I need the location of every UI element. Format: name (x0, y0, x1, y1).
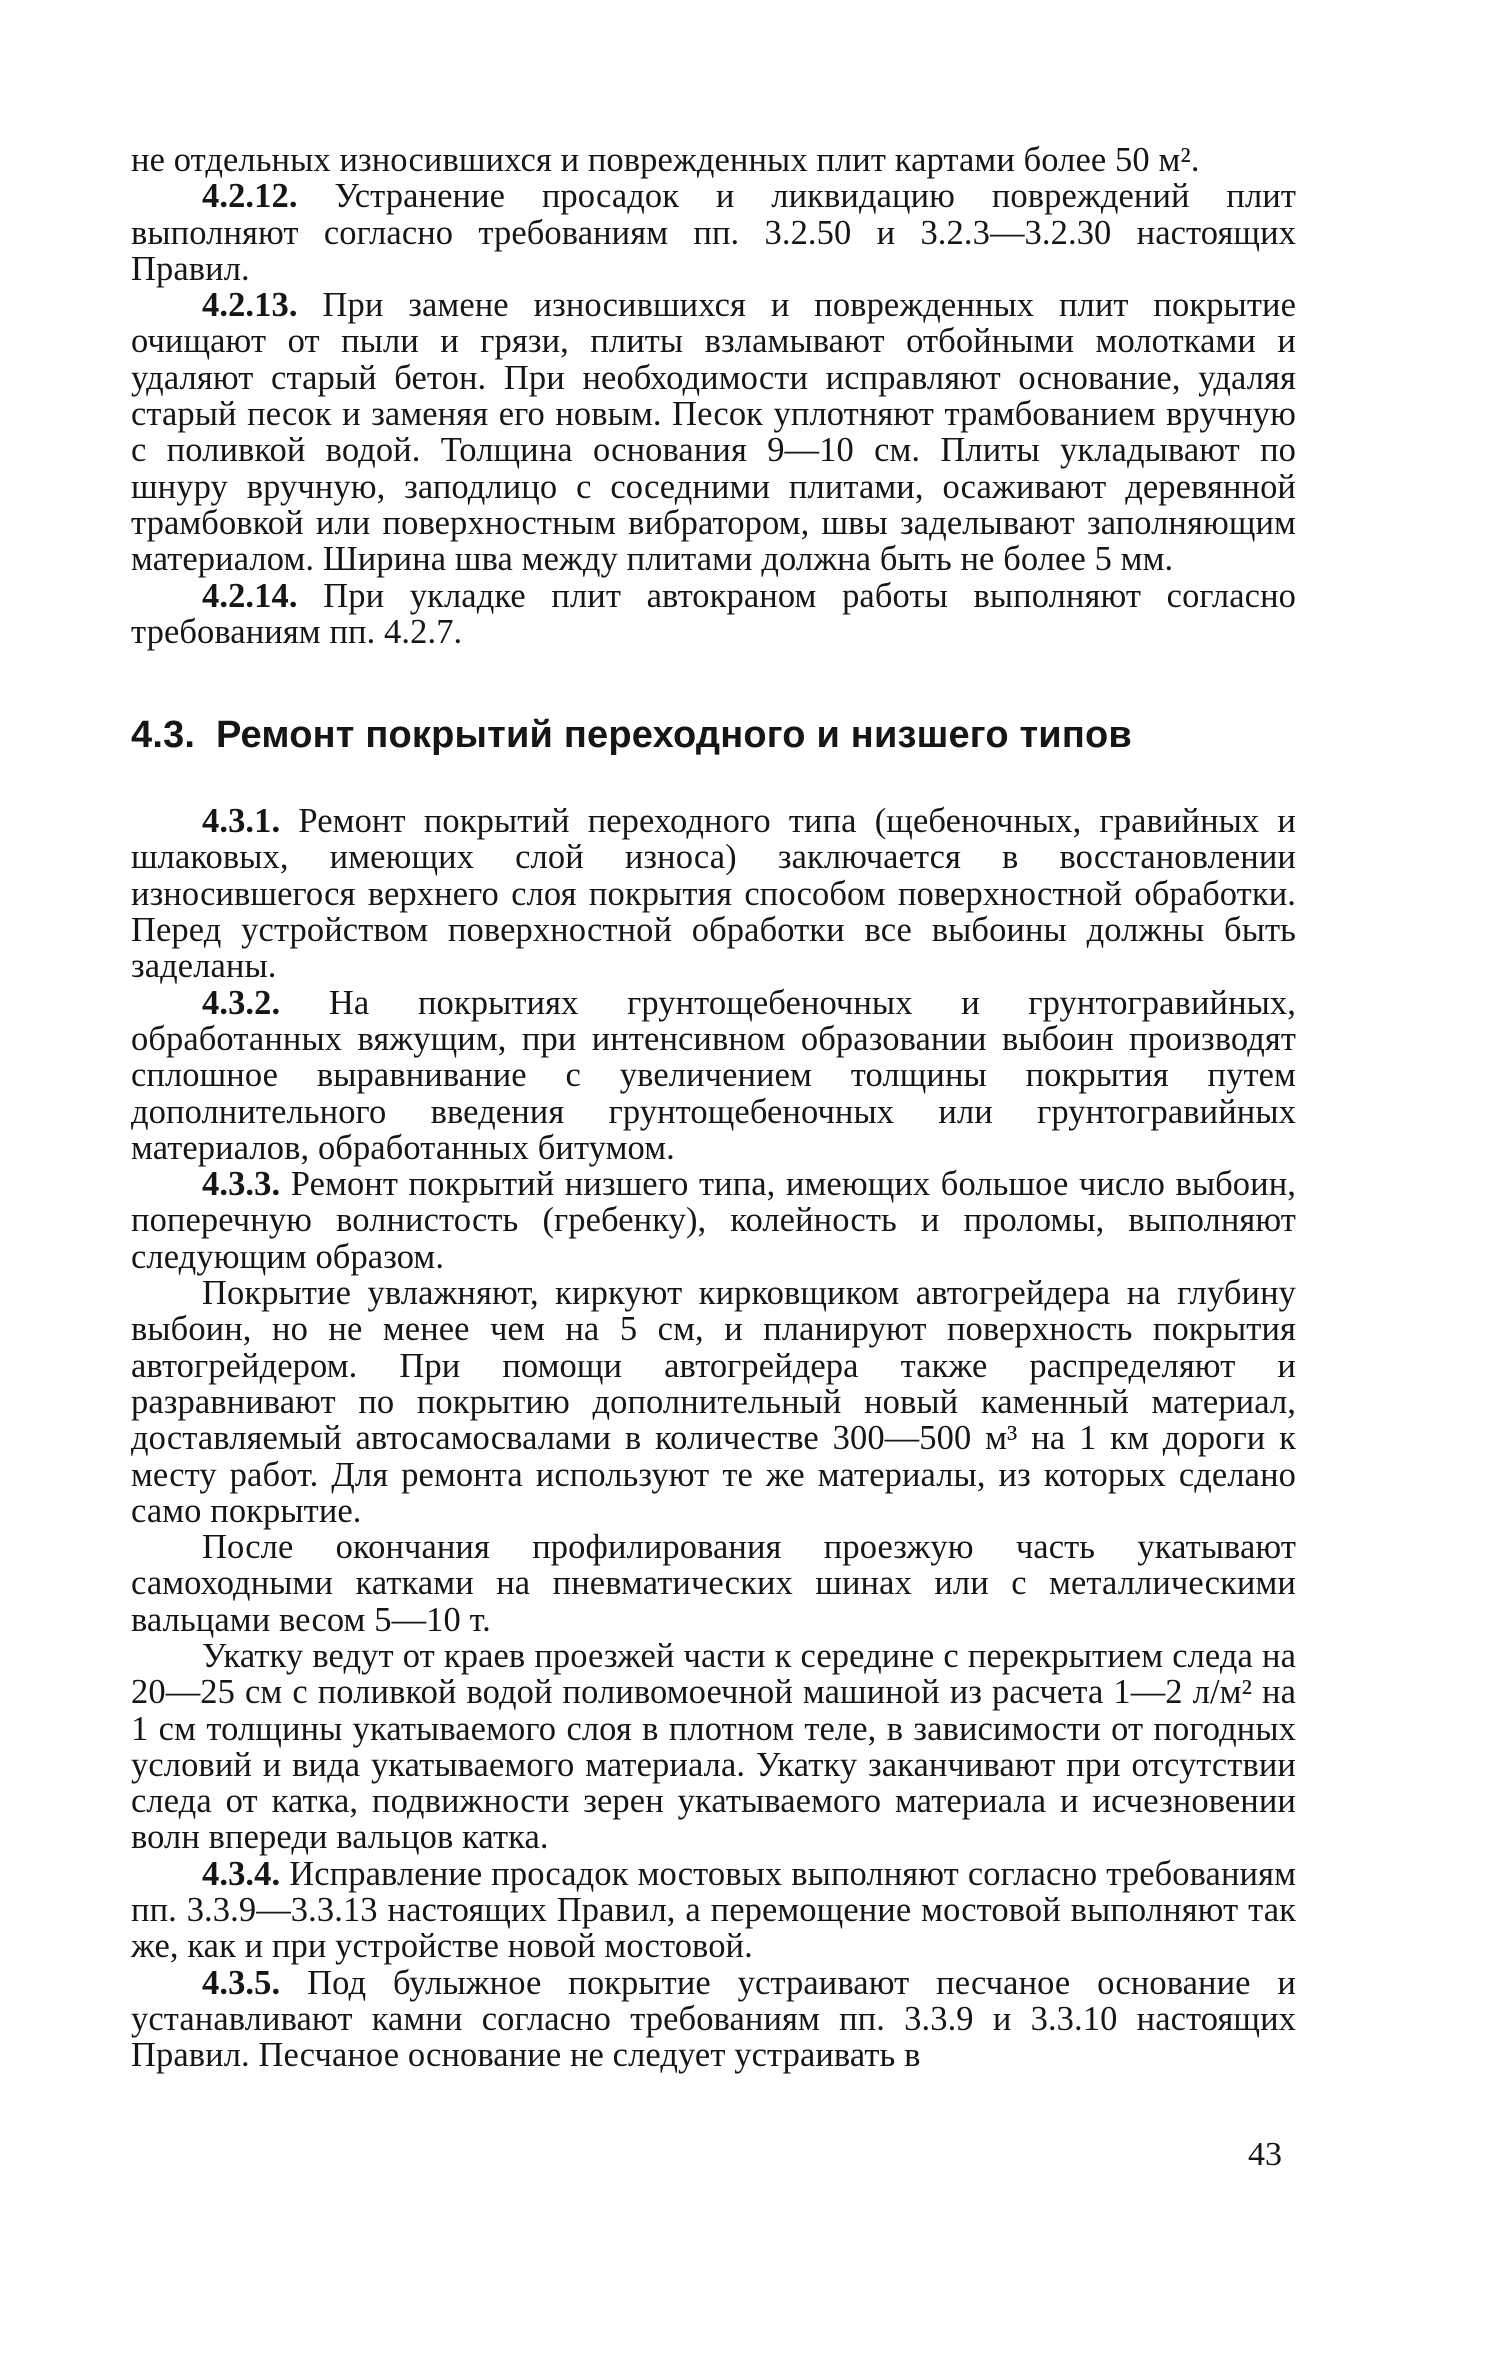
paragraph-4-3-3-rolling (131, 1638, 1296, 1856)
paragraph-4-3-4 (131, 1856, 1296, 1965)
paragraph-text: Укатку ведут от краев проезжей части к середине с перекрытием следа на 20—25 см с поливкой водой поливомоечной машиной из расчета 1—2 л/м² на 1 см толщины укатываемого слоя в плотном теле, в зависимости от погодных условий и вида укатываемого материала. Укатку заканчивают при отсутствии следа от катка, подвижности зерен укатываемого материала и исчезновении волн впереди вальцов катка. (131, 1636, 1296, 1857)
clause-number: 4.3.5. (202, 1963, 281, 2002)
paragraph-text: Исправление просадок мостовых выполняют согласно требованиям пп. 3.3.9—3.3.13 настоящих Правил, а перемощение мостовой выполняют так же, как и при устройстве новой мостовой. (131, 1854, 1296, 1966)
paragraph-text: не отдельных износившихся и поврежденных плит картами более 50 м². (131, 141, 1200, 179)
paragraph-4-2-13 (131, 287, 1296, 577)
section-title: Ремонт покрытий переходного и низшего типов (215, 714, 1132, 757)
paragraph-4-3-3 (131, 1166, 1296, 1275)
paragraph-4-2-14 (131, 578, 1296, 651)
clause-number: 4.2.12. (202, 177, 298, 216)
paragraph-4-3-3-profiling (131, 1529, 1296, 1638)
paragraph-text: Под булыжное покрытие устраивают песчаное основание и устанавливают камни согласно требованиям пп. 3.3.9 и 3.3.10 настоящих Правил. Песчаное основание не следует устраивать в (131, 1963, 1296, 2075)
paragraph-4-3-2 (131, 985, 1296, 1166)
paragraph-text: Ремонт покрытий переходного типа (щебеночных, гравийных и шлаковых, имеющих слой износа) заключается в восстановлении износившегося верхнего слоя покрытия способом поверхностной обработки. Перед устройством поверхностной обработки все выбоины должны быть заделаны. (131, 802, 1296, 986)
paragraph-continuation (131, 142, 1296, 178)
clause-number: 4.2.13. (202, 286, 298, 325)
clause-number: 4.3.4. (202, 1854, 281, 1893)
page-number: 43 (1248, 2136, 1282, 2173)
paragraph-text: Устранение просадок и ликвидацию повреждений плит выполняют согласно требованиям пп. 3.2.50 и 3.2.3—3.2.30 настоящих Правил. (131, 177, 1296, 288)
clause-number: 4.3.3. (202, 1165, 281, 1204)
paragraph-text: При укладке плит автокраном работы выполняют согласно требованиям пп. 4.2.7. (131, 576, 1296, 651)
clause-number: 4.3.2. (202, 983, 281, 1022)
paragraph-4-2-12 (131, 178, 1296, 287)
paragraph-text: После окончания профилирования проезжую часть укатывают самоходными катками на пневматических шинах или с металлическими вальцами весом 5—10 т. (131, 1528, 1296, 1639)
clause-number: 4.2.14. (202, 576, 298, 615)
paragraph-text: На покрытиях грунтощебеночных и грунтогравийных, обработанных вяжущим, при интенсивном образовании выбоин производят сплошное выравнивание с увеличением толщины покрытия путем дополнительного введения грунтощебеночных или грунтогравийных материалов, обработанных битумом. (131, 983, 1296, 1167)
document-page (131, 142, 1296, 2074)
clause-number: 4.3.1. (202, 802, 281, 841)
section-heading (131, 713, 1296, 757)
paragraph-text: Покрытие увлажняют, киркуют кирковщиком автогрейдера на глубину выбоин, но не менее чем на 5 см, и планируют поверхность покрытия автогрейдером. При помощи автогрейдера также распределяют и разравнивают по покрытию дополнительный новый каменный материал, доставляемый автосамосвалами в количестве 300—500 м³ на 1 км дороги к месту работ. Для ремонта используют те же материалы, из которых сделано само покрытие. (131, 1274, 1296, 1530)
paragraph-text: При замене износившихся и поврежденных плит покрытие очищают от пыли и грязи, плиты взламывают отбойными молотками и удаляют старый бетон. При необходимости исправляют основание, удаляя старый песок и заменяя его новым. Песок уплотняют трамбованием вручную с поливкой водой. Толщина основания 9—10 см. Плиты укладывают по шнуру вручную, заподлицо с соседними плитами, осаживают деревянной трамбовкой или поверхностным вибратором, швы заделывают заполняющим материалом. Ширина шва между плитами должна быть не более 5 мм. (131, 286, 1296, 579)
paragraph-4-3-5 (131, 1965, 1296, 2074)
paragraph-text: Ремонт покрытий низшего типа, имеющих большое число выбоин, поперечную волнистость (гребенку), колейность и проломы, выполняют следующим образом. (131, 1165, 1297, 1276)
paragraph-4-3-1 (131, 803, 1296, 984)
paragraph-4-3-3-surface (131, 1275, 1296, 1529)
section-number: 4.3. (131, 714, 196, 757)
